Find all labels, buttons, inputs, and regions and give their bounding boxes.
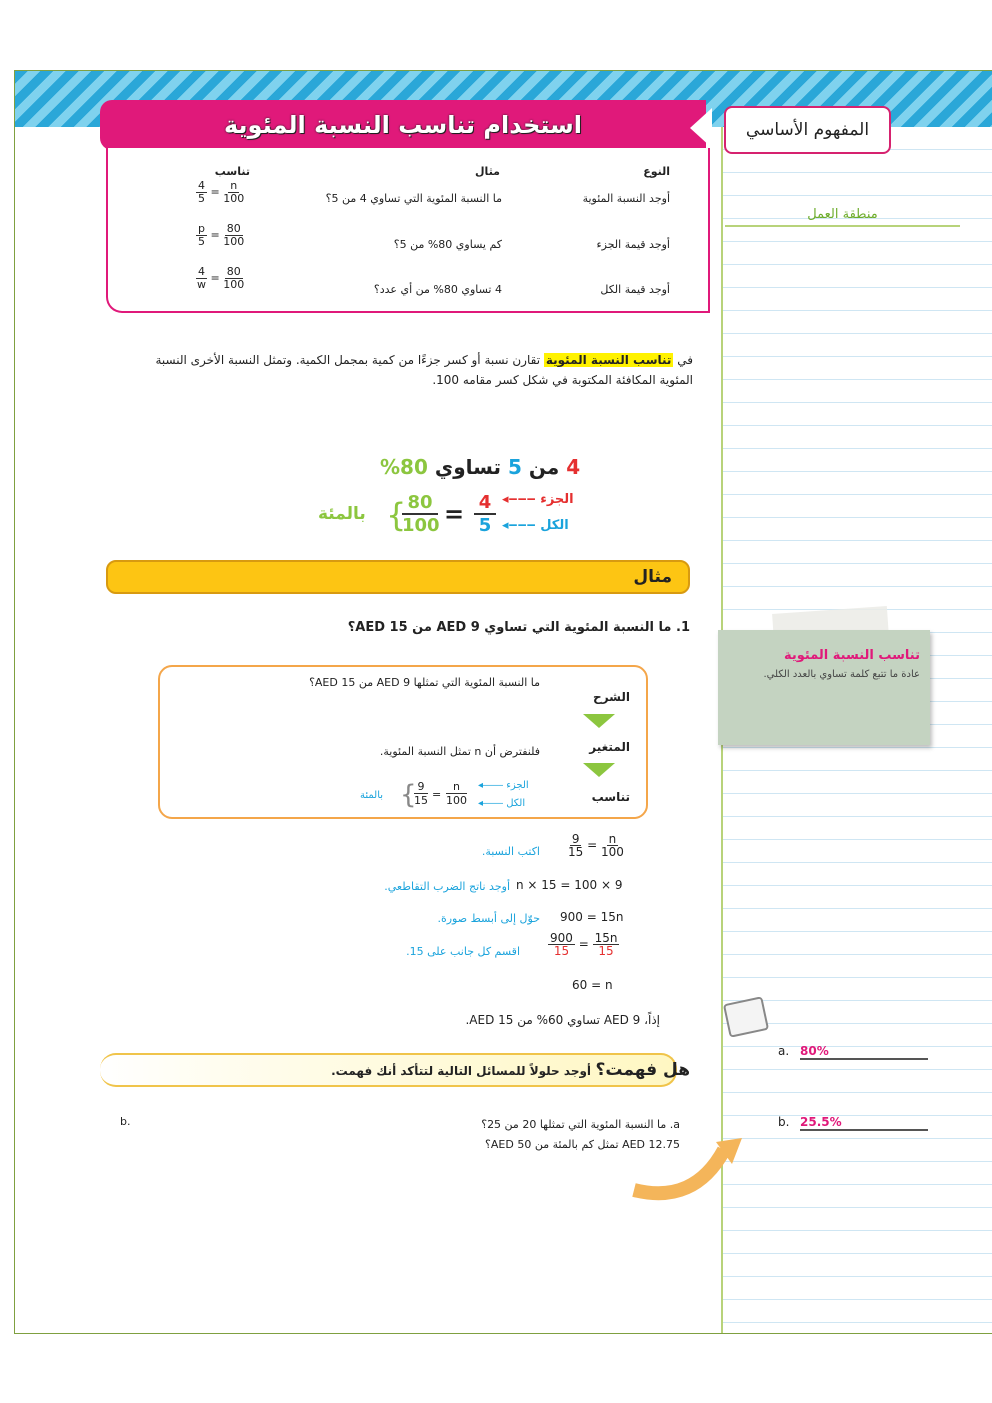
answer-b: b. 25.5% (778, 1111, 789, 1130)
work-zone-label: منطقة العمل (725, 207, 960, 227)
row-type: أوجد قيمة الكل (600, 283, 670, 296)
down-arrow-icon (583, 763, 615, 777)
down-arrow-icon (583, 714, 615, 728)
row-example: كم يساوي 80% من 5؟ (393, 238, 502, 251)
step-2-math: n × 15 = 100 × 9 (516, 878, 623, 892)
check-problem-a: a. ما النسبة المئوية التي تمثلها 20 من 25؟ AED 12.75 تمثل كم بالمئة من AED 50؟ (481, 1118, 680, 1151)
answer-a: a. 80% (778, 1040, 789, 1059)
row-example: ما النسبة المئوية التي تساوي 4 من 5؟ (325, 192, 502, 205)
row-example: 4 تساوي 80% من أي عدد؟ (373, 283, 502, 296)
model-proportion: بالمئة { 80 100 = 4 5 ◂‒‒‒ الجزء ◂‒‒‒ الكل (318, 492, 574, 536)
check-header: هل فهمت؟ أوجد حلولاً للمسائل التالية لتتأكد أنك فهمت. (331, 1060, 690, 1080)
intro-paragraph: في تناسب النسبة المئوية تقارن نسبة أو كسر جزءًا من كمية بمجمل الكمية. وتمثل النسبة الأخرى النسبة المئوية المكافئة المكتوبة في شكل كسر مقامه 100. (155, 353, 693, 387)
row-type: أوجد قيمة الجزء (596, 238, 670, 251)
example-conclusion: إذاً، AED 9 تساوي 60% من AED 15. (465, 1013, 660, 1027)
brace-icon: { (386, 496, 407, 534)
step-3-math: 900 = 15n (560, 910, 624, 924)
step-1-math: $\frac{9}{15}$ = $\frac{n}{100}$ (568, 832, 624, 859)
header-example: مثال (475, 165, 500, 178)
title-arrow-icon (690, 108, 712, 148)
row-proportion: $\frac{4}{5}$ = $\frac{n}{100}$ (198, 179, 245, 205)
model-statement: 4 من 5 تساوي 80% (380, 455, 581, 479)
header-proportion: تناسب (214, 165, 250, 178)
step-4-math: $\frac{900}{15}$ = $\frac{15n}{15}$ (550, 931, 618, 958)
answer-line[interactable]: 80% (800, 1040, 928, 1060)
step-5-math: 60 = n (572, 978, 613, 992)
example-question: 1. ما النسبة المئوية التي تساوي AED 9 من AED 15؟ (347, 620, 690, 635)
header-type: النوع (643, 165, 670, 178)
row-proportion: $\frac{4}{w}$ = $\frac{80}{100}$ (197, 265, 245, 291)
box-proportion: بالمئة { 9 15 = n 100 ◂―― الجزء ◂―― الكل (360, 780, 529, 810)
curved-arrow-icon (624, 1120, 754, 1210)
highlighted-term: تناسب النسبة المئوية (545, 353, 672, 367)
row-type: أوجد النسبة المئوية (582, 192, 670, 205)
example-bar: مثال (106, 560, 690, 594)
vocab-note: تناسب النسبة المئوية عادة ما تتبع كلمة تساوي بالعدد الكلي. (718, 630, 930, 745)
check-problem-b: b. (120, 1115, 131, 1128)
answer-line[interactable]: 25.5% (800, 1111, 928, 1131)
concept-tab: المفهوم الأساسي (724, 106, 891, 154)
row-proportion: $\frac{p}{5}$ = $\frac{80}{100}$ (197, 222, 245, 248)
page-title: استخدام تناسب النسبة المئوية (100, 100, 706, 150)
